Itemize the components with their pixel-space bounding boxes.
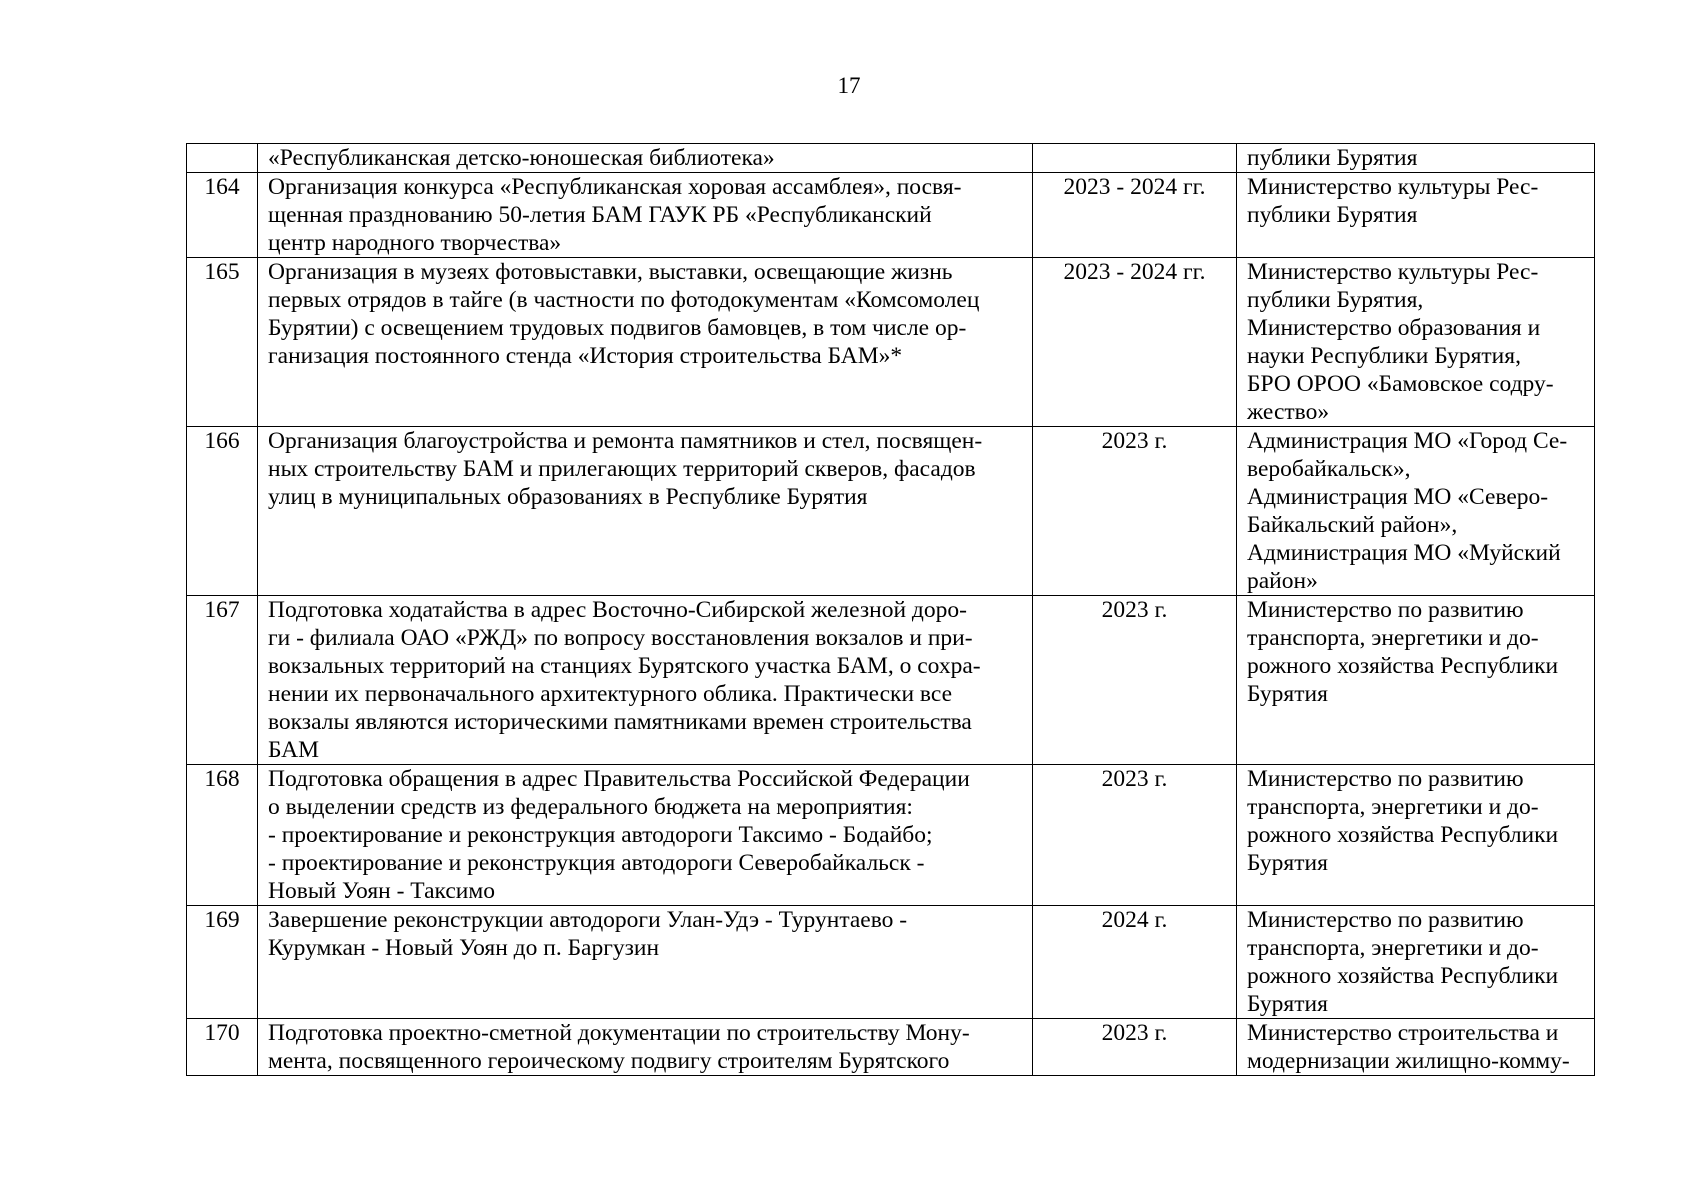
event-cell-line: ных строительству БАМ и прилегающих территорий скверов, фасадов: [268, 456, 976, 482]
table-row: [187, 596, 1595, 765]
responsible-cell-line: публики Бурятия: [1247, 202, 1418, 228]
event-cell-line: вокзалы являются историческими памятниками времен строительства: [268, 709, 972, 735]
term-cell: 2023 г.: [1033, 1019, 1237, 1076]
responsible-cell-line: публики Бурятия: [1247, 145, 1418, 171]
table-row: [187, 427, 1595, 596]
term-cell: 2023 - 2024 гг.: [1033, 173, 1237, 258]
responsible-cell-line: веробайкальск»,: [1247, 456, 1411, 482]
responsible-cell: [1237, 173, 1595, 258]
event-cell-line: вокзальных территорий на станциях Бурятского участка БАМ, о сохра-: [268, 653, 981, 679]
event-cell: [258, 596, 1033, 765]
event-cell-line: Подготовка обращения в адрес Правительства Российской Федерации: [268, 766, 970, 792]
responsible-cell-line: Министерство строительства и: [1247, 1020, 1559, 1046]
responsible-cell-line: транспорта, энергетики и до-: [1247, 935, 1539, 961]
row-number-cell: [187, 144, 258, 173]
responsible-cell-line: жество»: [1247, 399, 1330, 425]
event-cell: [258, 144, 1033, 173]
responsible-cell-line: БРО ОРОО «Бамовское содру-: [1247, 371, 1554, 397]
responsible-cell-line: рожного хозяйства Республики: [1247, 963, 1559, 989]
event-cell-line: ганизация постоянного стенда «История строительства БАМ»*: [268, 343, 903, 369]
responsible-cell-line: Министерство по развитию: [1247, 766, 1524, 792]
term-cell: 2023 - 2024 гг.: [1033, 258, 1237, 427]
responsible-cell-line: публики Бурятия,: [1247, 287, 1424, 313]
event-cell-line: БАМ: [268, 737, 320, 763]
table-row: [187, 144, 1595, 173]
responsible-cell-line: Министерство культуры Рес-: [1247, 174, 1539, 200]
event-cell-line: Организация конкурса «Республиканская хоровая ассамблея», посвя-: [268, 174, 962, 200]
responsible-cell: [1237, 596, 1595, 765]
responsible-cell-line: транспорта, энергетики и до-: [1247, 625, 1539, 651]
event-cell-line: щенная празднованию 50-летия БАМ ГАУК РБ «Республиканский: [268, 202, 932, 228]
responsible-cell-line: Бурятия: [1247, 681, 1328, 707]
responsible-cell: [1237, 765, 1595, 906]
events-table: [186, 143, 1595, 1076]
event-cell-line: о выделении средств из федерального бюджета на мероприятия:: [268, 794, 913, 820]
responsible-cell-line: район»: [1247, 568, 1318, 594]
responsible-cell-line: Министерство образования и: [1247, 315, 1541, 341]
responsible-cell-line: Администрация МО «Муйский: [1247, 540, 1561, 566]
term-cell: 2023 г.: [1033, 427, 1237, 596]
row-number-cell: 167: [187, 596, 258, 765]
row-number-cell: 165: [187, 258, 258, 427]
event-cell-line: ги - филиала ОАО «РЖД» по вопросу восстановления вокзалов и при-: [268, 625, 973, 651]
responsible-cell-line: рожного хозяйства Республики: [1247, 653, 1559, 679]
event-cell-line: Новый Уоян - Таксимо: [268, 878, 495, 904]
event-cell-line: «Республиканская детско-юношеская библиотека»: [268, 145, 775, 171]
row-number-cell: 164: [187, 173, 258, 258]
responsible-cell-line: Администрация МО «Город Се-: [1247, 428, 1568, 454]
responsible-cell-line: рожного хозяйства Республики: [1247, 822, 1559, 848]
event-cell-line: Подготовка проектно-сметной документации по строительству Мону-: [268, 1020, 970, 1046]
term-cell: 2023 г.: [1033, 765, 1237, 906]
table-row: [187, 1019, 1595, 1076]
event-cell-line: Подготовка ходатайства в адрес Восточно-Сибирской железной доро-: [268, 597, 967, 623]
event-cell-line: улиц в муниципальных образованиях в Республике Бурятия: [268, 484, 868, 510]
responsible-cell-line: Бурятия: [1247, 850, 1328, 876]
event-cell-line: Завершение реконструкции автодороги Улан-Удэ - Турунтаево -: [268, 907, 908, 933]
event-cell-line: Организация благоустройства и ремонта памятников и стел, посвящен-: [268, 428, 983, 454]
responsible-cell: [1237, 427, 1595, 596]
responsible-cell-line: Министерство по развитию: [1247, 597, 1524, 623]
page-number: 17: [837, 73, 861, 98]
event-cell-line: центр народного творчества»: [268, 230, 562, 256]
responsible-cell: [1237, 144, 1595, 173]
event-cell-line: - проектирование и реконструкция автодороги Таксимо - Бодайбо;: [268, 822, 933, 848]
event-cell-line: Организация в музеях фотовыставки, выставки, освещающие жизнь: [268, 259, 953, 285]
event-cell: [258, 258, 1033, 427]
table-row: [187, 906, 1595, 1019]
event-cell-line: Курумкан - Новый Уоян до п. Баргузин: [268, 935, 660, 961]
event-cell: [258, 173, 1033, 258]
term-cell: [1033, 144, 1237, 173]
responsible-cell: [1237, 258, 1595, 427]
event-cell-line: Бурятии) с освещением трудовых подвигов бамовцев, в том числе ор-: [268, 315, 967, 341]
event-cell: [258, 765, 1033, 906]
event-cell: [258, 1019, 1033, 1076]
events-table-body: [187, 144, 1595, 1076]
responsible-cell-line: Бурятия: [1247, 991, 1328, 1017]
responsible-cell-line: Министерство культуры Рес-: [1247, 259, 1539, 285]
table-row: [187, 765, 1595, 906]
responsible-cell-line: Министерство по развитию: [1247, 907, 1524, 933]
event-cell-line: мента, посвященного героическому подвигу строителям Бурятского: [268, 1048, 950, 1074]
responsible-cell-line: транспорта, энергетики и до-: [1247, 794, 1539, 820]
table-row: [187, 173, 1595, 258]
event-cell: [258, 906, 1033, 1019]
table-row: [187, 258, 1595, 427]
term-cell: 2024 г.: [1033, 906, 1237, 1019]
term-cell: 2023 г.: [1033, 596, 1237, 765]
row-number-cell: 166: [187, 427, 258, 596]
responsible-cell-line: Администрация МО «Северо-: [1247, 484, 1549, 510]
responsible-cell-line: науки Республики Бурятия,: [1247, 343, 1521, 369]
event-cell-line: нении их первоначального архитектурного облика. Практически все: [268, 681, 953, 707]
responsible-cell-line: модернизации жилищно-комму-: [1247, 1048, 1570, 1074]
responsible-cell: [1237, 1019, 1595, 1076]
row-number-cell: 170: [187, 1019, 258, 1076]
responsible-cell: [1237, 906, 1595, 1019]
event-cell-line: первых отрядов в тайге (в частности по фотодокументам «Комсомолец: [268, 287, 980, 313]
responsible-cell-line: Байкальский район»,: [1247, 512, 1458, 538]
row-number-cell: 168: [187, 765, 258, 906]
row-number-cell: 169: [187, 906, 258, 1019]
event-cell: [258, 427, 1033, 596]
event-cell-line: - проектирование и реконструкция автодороги Северобайкальск -: [268, 850, 925, 876]
